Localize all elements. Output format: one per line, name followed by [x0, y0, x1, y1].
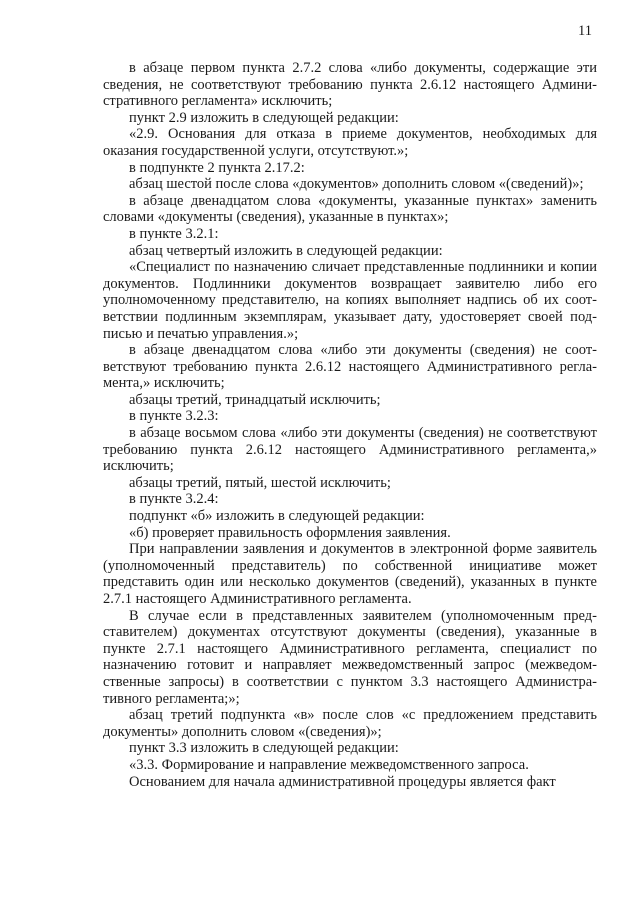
paragraph: в абзаце двенадцатом слова «документы, указанные пунктах» заменить словами «документы (сведения), указанные в пунктах»; — [103, 192, 597, 226]
paragraph: абзац шестой после слова «документов» дополнить словом «(сведений)»; — [129, 176, 584, 193]
paragraph: «б) проверяет правильность оформления заявления. — [129, 524, 451, 541]
paragraph: Основанием для начала административной процедуры является факт — [129, 773, 556, 790]
paragraph: в пункте 3.2.1: — [129, 225, 219, 242]
paragraph: абзацы третий, тринадцатый исключить; — [129, 391, 381, 408]
paragraph: «Специалист по назначению сличает представленные подлинники и копии документов. Подлинники документов возвращает заявителю либо его уполномоченному представителю, на копиях выполняет надпись об их соответствии подлинным экземплярам, указывает дату, удостоверяет своей подписью и печатью управления.»; — [103, 259, 597, 342]
paragraph: в пункте 3.2.3: — [129, 408, 219, 425]
paragraph: в абзаце первом пункта 2.7.2 слова «либо документы, содержащие эти сведения, не соответствуют требованию пункта 2.6.12 настоящего Административного регламента» исключить; — [103, 60, 597, 110]
document-body — [103, 60, 597, 790]
paragraph: пункт 3.3 изложить в следующей редакции: — [129, 740, 399, 757]
paragraph: пункт 2.9 изложить в следующей редакции: — [129, 109, 399, 126]
paragraph: подпункт «б» изложить в следующей редакции: — [129, 508, 425, 525]
paragraph: в абзаце двенадцатом слова «либо эти документы (сведения) не соответствуют требованию пункта 2.6.12 настоящего Административного регламента,» исключить; — [103, 342, 597, 392]
paragraph: «3.3. Формирование и направление межведомственного запроса. — [129, 756, 529, 773]
paragraph: «2.9. Основания для отказа в приеме документов, необходимых для оказания государственной услуги, отсутствуют.»; — [103, 126, 597, 159]
paragraph: в пункте 3.2.4: — [129, 491, 219, 508]
paragraph: При направлении заявления и документов в электронной форме заявитель (уполномоченный представитель) по собственной инициативе может представить один или несколько документов (сведений), указанных в пункте 2.7.1 настоящего Административного регламента. — [103, 541, 597, 607]
paragraph: в подпункте 2 пункта 2.17.2: — [129, 159, 305, 176]
paragraph: абзацы третий, пятый, шестой исключить; — [129, 474, 391, 491]
page-number: 11 — [578, 23, 592, 39]
paragraph: абзац третий подпункта «в» после слов «с предложением представить документы» дополнить словом «(сведения)»; — [103, 707, 597, 740]
paragraph: В случае если в представленных заявителем (уполномоченным представителем) документах отсутствуют документы (сведения), указанные в пункте 2.7.1 настоящего Административного регламента, специалист по назначению готовит и направляет межведомственный запрос (межведомственные запросы) в соответствии с пунктом 3.3 настоящего Административного регламента;»; — [103, 607, 597, 707]
paragraph: в абзаце восьмом слова «либо эти документы (сведения) не соответствуют требованию пункта 2.6.12 настоящего Административного регламента,» исключить; — [103, 425, 597, 475]
paragraph: абзац четвертый изложить в следующей редакции: — [129, 242, 443, 259]
